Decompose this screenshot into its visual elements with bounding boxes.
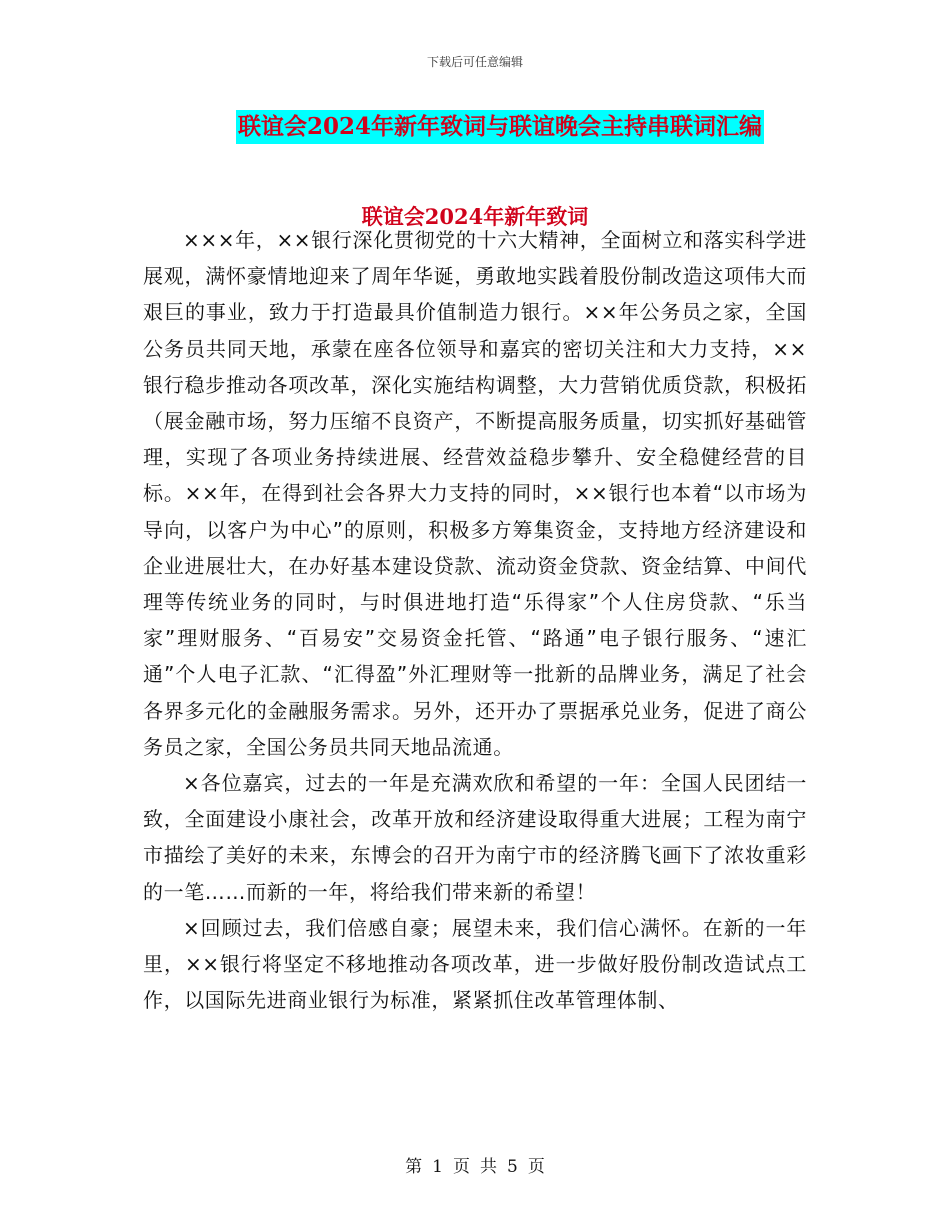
- page-footer: [0, 1152, 950, 1177]
- page-mid: 页: [453, 1157, 470, 1177]
- header-note: 下载后可任意编辑: [426, 55, 523, 69]
- page-prefix: 第: [405, 1157, 423, 1177]
- sub-title: 联谊会2024年新年致词: [361, 204, 589, 229]
- page-current: 1: [432, 1157, 443, 1177]
- main-title: 联谊会2024年新年致词与联谊晚会主持串联词汇编: [236, 110, 764, 144]
- main-title-container: [0, 110, 950, 144]
- paragraph-1: ×××年，××银行深化贯彻党的十六大精神，全面树立和落实科学进展观，满怀豪情地迎来了周年华诞，勇敢地实践着股份制改造这项伟大而艰巨的事业，致力于打造最具价值制造力银行。××年公务员之家，全国公务员共同天地，承蒙在座各位领导和嘉宾的密切关注和大力支持，××银行稳步推动各项改革，深化实施结构调整，大力营销优质贷款，积极拓（展金融市场，努力压缩不良资产，不断提高服务质量，切实抓好基础管理，实现了各项业务持续进展、经营效益稳步攀升、安全稳健经营的目标。××年，在得到社会各界大力支持的同时，××银行也本着“以市场为导向，以客户为中心”的原则，积极多方筹集资金，支持地方经济建设和企业进展壮大，在办好基本建设贷款、流动资金贷款、资金结算、中间代理等传统业务的同时，与时俱进地打造“乐得家”个人住房贷款、“乐当家”理财服务、“百易安”交易资金托管、“路通”电子银行服务、“速汇通”个人电子汇款、“汇得盈”外汇理财等一批新的品牌业务，满足了社会各界多元化的金融服务需求。另外，还开办了票据承兑业务，促进了商公务员之家，全国公务员共同天地品流通。: [143, 228, 807, 759]
- page-total: 5: [507, 1157, 518, 1177]
- paragraph-3: ×回顾过去，我们倍感自豪；展望未来，我们信心满怀。在新的一年里，××银行将坚定不移地推动各项改革，进一步做好股份制改造试点工作，以国际先进商业银行为标准，紧紧抓住改革管理体制、: [143, 915, 807, 1013]
- page-suffix: 页: [527, 1157, 545, 1177]
- paragraph-2: ×各位嘉宾，过去的一年是充满欢欣和希望的一年：全国人民团结一致，全面建设小康社会，改革开放和经济建设取得重大进展；工程为南宁市描绘了美好的未来，东博会的召开为南宁市的经济腾飞画下了浓妆重彩的一笔……而新的一年，将给我们带来新的希望！: [143, 771, 807, 904]
- document-body: [143, 222, 807, 1018]
- page-total-prefix: 共: [480, 1157, 497, 1177]
